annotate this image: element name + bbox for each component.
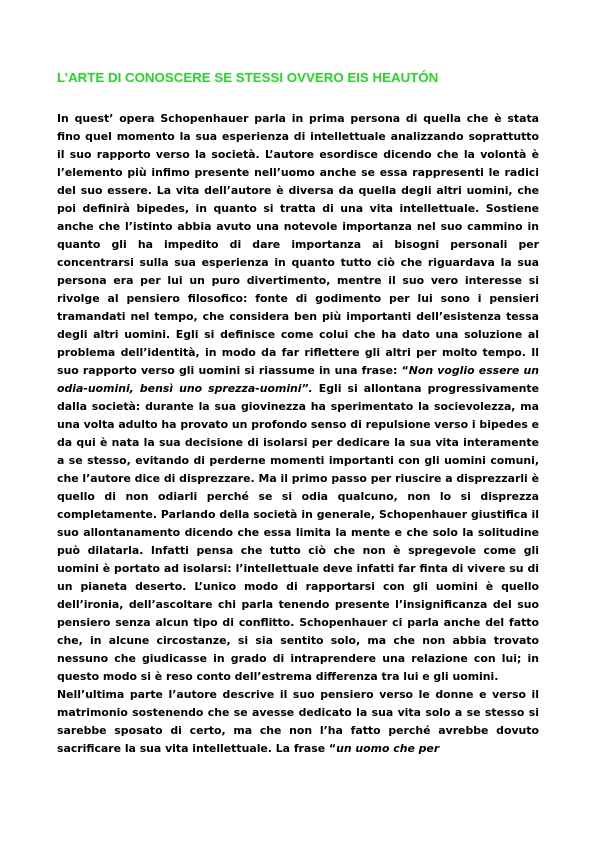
paragraph-2 <box>57 686 539 758</box>
paragraph-1-text-after: Egli si allontana progressivamente dalla società: durante la sua giovinezza ha sperimentato la socievolezza, ma una volta adulto ha provato un profondo senso di repulsione verso i bipedes e da qui è nata la sua decisione di isolarsi per dedicare la sua vita interamente a se stesso, evitando di perderne momenti importanti con gli uomini comuni, che l’autore dice di disprezzare. Ma il primo passo per riuscire a disprezzarli è quello di non odiarli perché se si odia qualcuno, non lo si disprezza completamente. Parlando della società in generale, Schopenhauer giustifica il suo allontanamento dicendo che essa limita la mente e che solo la solitudine può dilatarla. Infatti pensa che tutto ciò che non è spregevole come gli uomini è portato ad isolarsi: l’intellettuale deve infatti far finta di vivere su di un pianeta deserto. L’unico modo di rapportarsi con gli uomini è quello dell’ironia, dell’ascoltare chi parla tenendo presente l’insignificanza del suo pensiero senza alcun tipo di conflitto. Schopenhauer ci parla anche del fatto che, in alcune circostanze, si sia sentito solo, ma che non abbia trovato nessuno che giudicasse in grado di intraprendere una relazione con lui; in questo modo si è reso conto dell’estrema differenza tra lui e gli uomini. <box>57 382 539 683</box>
document-body <box>57 110 539 758</box>
document-title: L’ARTE DI CONOSCERE SE STESSI OVVERO EIS HEAUTÓN <box>57 70 439 85</box>
paragraph-1-text: In quest’ opera Schopenhauer parla in prima persona di quella che è stata fino quel momento la sua esperienza di intellettuale analizzando soprattutto il suo rapporto verso la società. L’autore esordisce dicendo che la volontà è l’elemento più infimo presente nell’uomo anche se essa rappresenti le radici del suo essere. La vita dell’autore è diversa da quella degli altri uomini, che poi definirà bipedes, in quanto si tratta di una vita intellettuale. Sostiene anche che l’istinto abbia avuto una notevole importanza nel suo cammino in quanto gli ha impedito di dare importanza ai bisogni personali per concentrarsi sulla sua esperienza in quanto tutto ciò che riguardava la sua persona era per lui un puro divertimento, mentre il suo vero interesse si rivolge al pensiero filosofico: fonte di godimento per lui sono i pensieri tramandati nel tempo, che considera ben più importanti dell’esistenza tessa degli altri uomini. Egli si definisce come colui che ha dato una soluzione al problema dell’identità, in modo da far riflettere gli altri per molto tempo. Il suo rapporto verso gli uomini si riassume in una frase: “ <box>57 112 539 377</box>
paragraph-2-text: Nell’ultima parte l’autore descrive il suo pensiero verso le donne e verso il matrimonio sostenendo che se avesse dedicato la sua vita solo a se stesso si sarebbe sposato di certo, ma che non l’ha fatto perché avrebbe dovuto sacrificare la sua vita intellettuale. La frase “ <box>57 688 539 755</box>
paragraph-1 <box>57 110 539 686</box>
paragraph-1-quote: Non voglio essere un odia-uomini, bensì uno sprezza-uomini”. <box>57 364 539 395</box>
paragraph-2-quote: un uomo che per <box>336 742 440 755</box>
